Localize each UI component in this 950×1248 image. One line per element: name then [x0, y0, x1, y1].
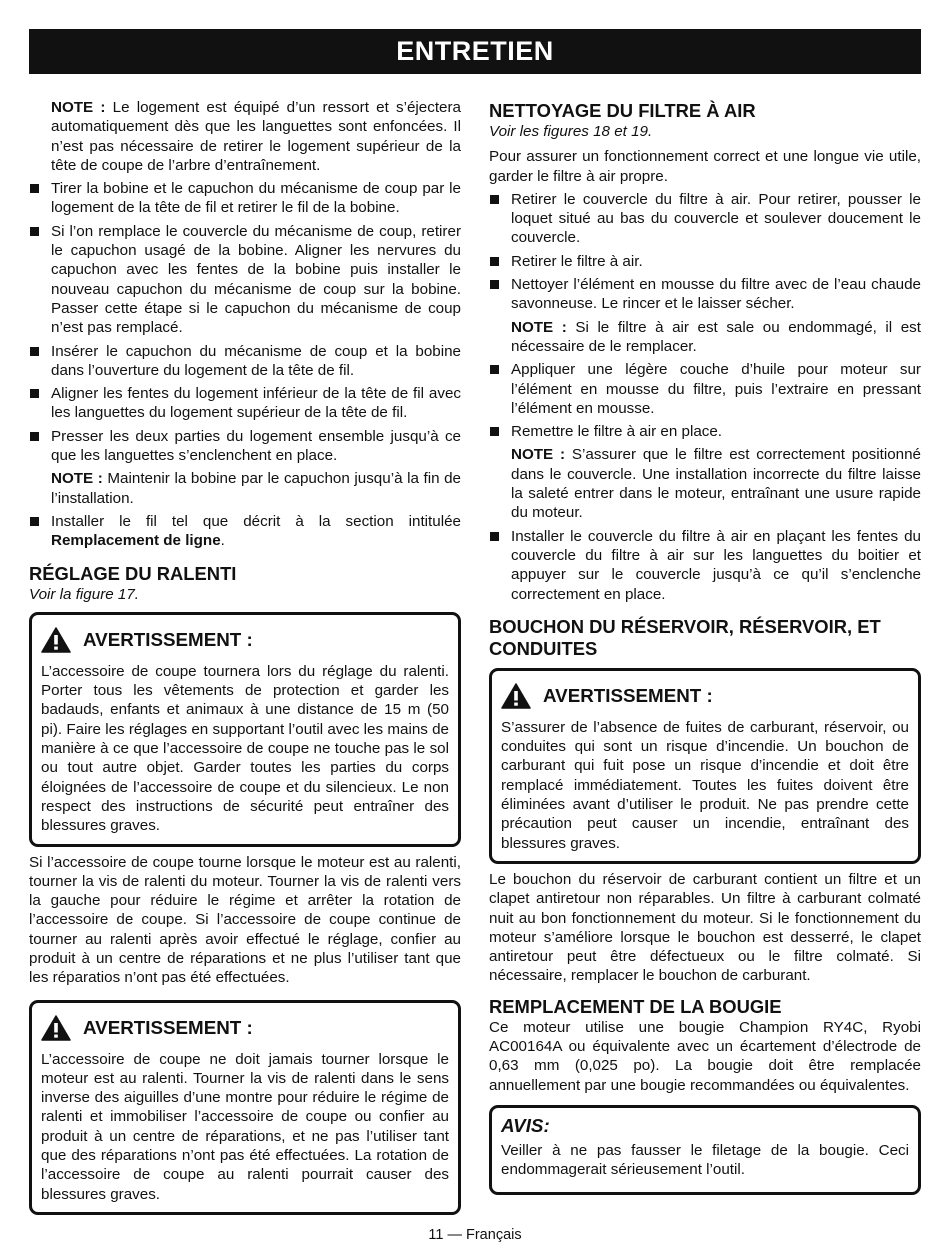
- note-dirty-filter: [511, 318, 921, 357]
- page-footer: 11 — Français: [428, 1227, 522, 1243]
- square-bullet-icon: [490, 257, 499, 266]
- square-bullet-icon: [490, 532, 499, 541]
- air-filter-steps: [489, 190, 921, 314]
- section-title-idle: RÉGLAGE DU RALENTI: [29, 562, 237, 584]
- square-bullet-icon: [30, 517, 39, 526]
- note-text: Si le filtre à air est sale ou endommagé, il est nécessaire de le remplacer.: [511, 318, 921, 355]
- air-filter-steps-cont: [489, 360, 921, 441]
- note-label: NOTE :: [51, 99, 106, 116]
- list-item: [29, 384, 461, 423]
- square-bullet-icon: [490, 195, 499, 204]
- square-bullet-icon: [30, 432, 39, 441]
- page-title-banner: ENTRETIEN: [29, 29, 921, 74]
- list-item: [489, 190, 921, 248]
- square-bullet-icon: [30, 389, 39, 398]
- square-bullet-icon: [30, 184, 39, 193]
- list-item: [489, 360, 921, 418]
- list-item-text: Insérer le capuchon du mécanisme de coup et la bobine dans l’ouverture du logement de la tête de fil.: [51, 342, 461, 379]
- fuel-cap-paragraph: Le bouchon du réservoir de carburant contient un filtre et un clapet antiretour non réparables. Un filtre à carburant colmaté nuit au bon fonctionnement du moteur. Si le fonctionnement du moteur s’améliore lorsque le bouchon est desserré, le clapet antiretour peut être défectueux ou le filtre colmaté. Si nécessaire, remplacer le bouchon de carburant.: [489, 870, 921, 985]
- list-item: [29, 342, 461, 381]
- list-item-text: Presser les deux parties du logement ensemble jusqu’à ce que les languettes s’enclenchent en place.: [51, 427, 461, 465]
- section-subtitle: Voir les figures 18 et 19.: [489, 123, 653, 140]
- notice-text: Veiller à ne pas fausser le filetage de la bougie. Ceci endommagerait sérieusement l’outil.: [501, 1142, 909, 1179]
- section-reference: Remplacement de ligne: [51, 532, 221, 550]
- idle-adjust-paragraph: Si l’accessoire de coupe tourne lorsque le moteur est au ralenti, tourner la vis de ralenti du moteur. Tourner la vis de ralenti vers la gauche pour réduire le régime et arrêter la rotation de l’accessoire de coupe. Si l’accessoire de coupe continue de tourner au ralenti après avoir effectué le réglage, confier au produit à un centre de réparations et ne plus l’utiliser tant que les réparatios n’ont pas été effectuées.: [29, 853, 461, 987]
- list-item-text: Installer le fil tel que décrit à la section intitulée: [51, 512, 461, 530]
- section-subtitle: Voir la figure 17.: [29, 585, 140, 603]
- list-item-text: Aligner les fentes du logement inférieur de la tête de fil avec les languettes du logement supérieur de la tête de fil.: [51, 385, 461, 422]
- warning-box-idle: [29, 612, 461, 847]
- warning-title: AVERTISSEMENT :: [543, 685, 713, 707]
- warning-title: AVERTISSEMENT :: [83, 629, 253, 651]
- note-label: NOTE :: [511, 446, 566, 464]
- list-item-text: Si l’on remplace le couvercle du mécanisme de coup, retirer le capuchon usagé de la bobine. Aligner les nervures du capuchon avec les fentes de la bobine puis installer le nouveau capuchon du mécanisme de coup sur la bobine. Passer cette étape si le capuchon du mécanisme de coup n’est pas remplacé.: [51, 222, 461, 337]
- note-label: NOTE :: [511, 318, 567, 336]
- warning-header: [41, 1015, 449, 1041]
- notice-box: [489, 1105, 921, 1195]
- punctuation: .: [220, 532, 225, 550]
- warning-header: [41, 627, 449, 653]
- warning-triangle-icon: [501, 683, 531, 709]
- warning-text: L’accessoire de coupe tournera lors du réglage du ralenti. Porter tous les vêtements de protection et garder les badauds, enfants et animaux à une distance de 15 m (50 pi). Faire les réglages en supportant l’outil avec les mains de manière à ce que l’accessoire de coupe ne touche pas le sol ou tout autre objet. Garder toutes les parties du corps éloignées de l’accessoire de coupe et du silencieux. Le non respect des instructions de sécurité peut entraîner des blessures graves.: [41, 662, 449, 835]
- list-item: [489, 275, 921, 314]
- list-item-text: Retirer le couvercle du filtre à air. Pour retirer, pousser le loquet situé au bas du couvercle et soulever doucement le couvercle.: [511, 190, 921, 247]
- install-line-step: [29, 512, 461, 551]
- list-item-text: Nettoyer l’élément en mousse du filtre avec de l’eau chaude savonneuse. Le rincer et le laisser sécher.: [511, 276, 921, 313]
- warning-text: S’assurer de l’absence de fuites de carburant, réservoir, ou conduites qui sont un risque d’incendie. Un bouchon de carburant qui fuit pose un risque d’incendie et doit être remplacé immédiatement. Toutes les fuites doivent être éliminées avant d’utiliser le produit. Ne pas prendre cette précaution peut causer un incendie, entraînant des blessures graves.: [501, 718, 909, 852]
- section-title-air-filter: NETTOYAGE DU FILTRE À AIR: [489, 100, 756, 121]
- list-item: [29, 222, 461, 338]
- warning-box-idle-rotation: [29, 1000, 461, 1215]
- list-item: [489, 422, 921, 441]
- left-column: [29, 98, 461, 1221]
- note-text: S’assurer que le filtre est correctement positionné dans le couvercle. Une installation incorrecte du filtre laisse la saleté entrer dans le moteur, entraînant une usure rapide du moteur.: [511, 446, 921, 522]
- warning-title: AVERTISSEMENT :: [83, 1016, 253, 1038]
- square-bullet-icon: [30, 227, 39, 236]
- note-filter-position: [511, 445, 921, 522]
- right-column: [489, 98, 921, 1195]
- list-item-text: Remettre le filtre à air en place.: [511, 423, 723, 441]
- list-item-text: Tirer la bobine et le capuchon du mécanisme de coup par le logement de la tête de fil et retirer le fil de la bobine.: [51, 180, 461, 217]
- air-filter-final-step: [489, 527, 921, 604]
- square-bullet-icon: [490, 427, 499, 436]
- list-item: [29, 512, 461, 551]
- square-bullet-icon: [490, 365, 499, 374]
- list-item: [29, 427, 461, 466]
- section-title-fuel-cap: BOUCHON DU RÉSERVOIR, RÉSERVOIR, ET CONDUITES: [489, 615, 881, 659]
- note-label: NOTE :: [51, 470, 103, 488]
- notice-title: AVIS:: [501, 1114, 550, 1136]
- list-item-text: Installer le couvercle du filtre à air en plaçant les fentes du couvercle du filtre à air sur les languettes du boitier et appuyer sur le couvercle jusqu’à ce qu’il s’enclenche correctement en place.: [511, 527, 921, 603]
- list-item-text: Retirer le filtre à air.: [511, 252, 643, 270]
- list-item-text: Appliquer une légère couche d’huile pour moteur sur l’élément en mousse du filtre, puis l’extraire en pressant l’élément en mousse.: [511, 361, 921, 417]
- warning-triangle-icon: [41, 1015, 71, 1041]
- list-item: [489, 527, 921, 604]
- warning-header: [501, 683, 909, 709]
- spark-plug-paragraph: Ce moteur utilise une bougie Champion RY4C, Ryobi AC00164A ou équivalente avec un écartement d’électrode de 0,63 mm (0,025 po). La bougie doit être remplacée annuellement par une bougie recommandées ou équivalentes.: [489, 1018, 921, 1094]
- note-housing: [51, 98, 461, 175]
- square-bullet-icon: [30, 347, 39, 356]
- list-item: [29, 179, 461, 218]
- warning-triangle-icon: [41, 627, 71, 653]
- note-text: Maintenir la bobine par le capuchon jusqu’à la fin de l’installation.: [51, 470, 462, 507]
- square-bullet-icon: [490, 280, 499, 289]
- head-assembly-steps: [29, 179, 461, 465]
- note-spool: [51, 469, 461, 508]
- section-title-spark-plug: REMPLACEMENT DE LA BOUGIE: [489, 995, 782, 1017]
- warning-box-fuel: [489, 668, 921, 864]
- list-item: [489, 252, 921, 271]
- note-text: Le logement est équipé d’un ressort et s’éjectera automatiquement dès que les languettes sont enfoncées. Il n’est pas nécessaire de retirer le logement supérieur de la tête de coupe de l’arbre d’entraînement.: [51, 99, 461, 174]
- warning-text: L’accessoire de coupe ne doit jamais tourner lorsque le moteur est au ralenti. Tourner la vis de ralenti dans le sens inverse des aiguilles d’une montre pour réduire le régime de ralenti et immobiliser l’accessoire de coupe ou confier au produit à un centre de réparations, et ne pas l’utiliser tant que des réparations n’ont pas été effectuées. La rotation de l’accessoire de coupe au ralenti pourrait causer des blessures graves.: [41, 1050, 449, 1203]
- air-filter-intro: Pour assurer un fonctionnement correct et une longue vie utile, garder le filtre à air propre.: [489, 148, 921, 185]
